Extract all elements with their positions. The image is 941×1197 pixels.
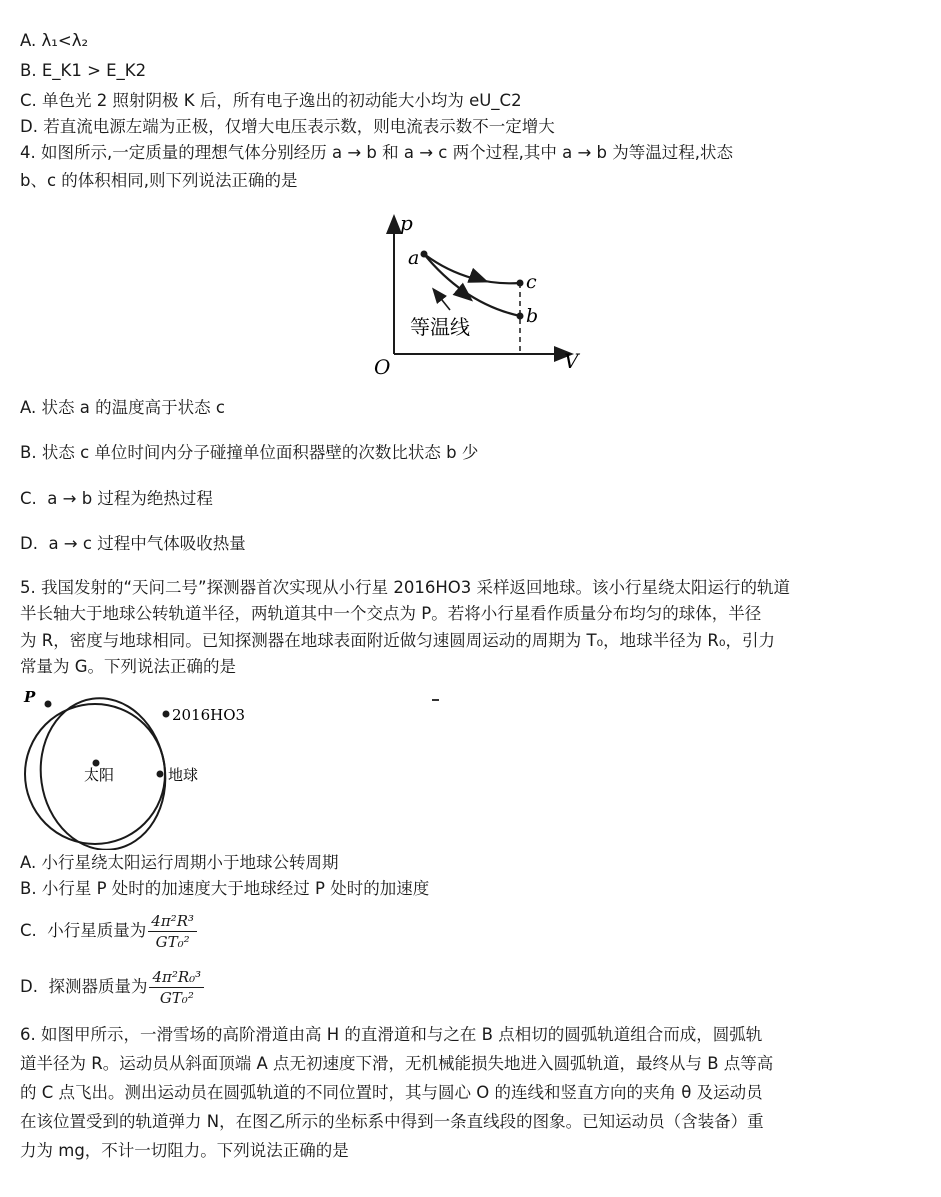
q4-option-b: B. 状态 c 单位时间内分子碰撞单位面积器壁的次数比状态 b 少 <box>20 443 479 462</box>
q5-option-a: A. 小行星绕太阳运行周期小于地球公转周期 <box>20 853 339 872</box>
q5-stem-line4: 常量为 G。下列说法正确的是 <box>20 657 237 676</box>
q4-stem-line2: b、c 的体积相同,则下列说法正确的是 <box>20 171 298 190</box>
earth-dot <box>157 771 164 778</box>
q5-option-d-fraction: $\frac{\text{4π²R₀³}}{\text{GT₀²}}$ <box>149 967 204 1008</box>
q3-option-c: C. 单色光 2 照射阴极 K 后，所有电子逸出的初动能大小均为 eU_C2 <box>20 91 522 110</box>
q3-option-a: A. λ₁<λ₂ <box>20 31 89 50</box>
p-axis-label: p <box>400 211 413 235</box>
stray-mark <box>432 699 439 701</box>
q6-stem-line4: 在该位置受到的轨道弹力 N，在图乙所示的坐标系中得到一条直线段的图象。已知运动员（含装备）重 <box>20 1112 764 1131</box>
q4-option-d: D. a → c 过程中气体吸收热量 <box>20 534 246 553</box>
asteroid-label: 2016HO3 <box>172 706 246 724</box>
point-a-dot <box>421 251 428 258</box>
q4-pv-diagram <box>360 208 590 380</box>
point-a-label: a <box>408 247 420 269</box>
isotherm-pointer <box>434 290 450 310</box>
q5-orbit-diagram <box>8 684 278 850</box>
q5-option-c-fraction: $\frac{\text{4π²R³}}{\text{GT₀²}}$ <box>148 911 197 952</box>
v-axis-label: V <box>564 349 579 373</box>
point-c-dot <box>517 280 524 287</box>
q4-option-a: A. 状态 a 的温度高于状态 c <box>20 398 225 417</box>
q6-stem-line5: 力为 mg，不计一切阻力。下列说法正确的是 <box>20 1141 349 1160</box>
q3-option-d: D. 若直流电源左端为正极，仅增大电压表示数，则电流表示数不一定增大 <box>20 117 555 136</box>
q5-option-d: D. 探测器质量为 $\frac{\text{4π²R₀³}}{\text{GT₀²}}$ <box>20 966 204 1008</box>
asteroid-dot <box>163 711 170 718</box>
q6-stem-line2: 道半径为 R。运动员从斜面顶端 A 点无初速度下滑，无机械能损失地进入圆弧轨道，最终从与 B 点等高 <box>20 1054 774 1073</box>
q5-stem-line3: 为 R，密度与地球相同。已知探测器在地球表面附近做匀速圆周运动的周期为 T₀，地球半径为 R₀，引力 <box>20 631 775 650</box>
q5-option-c: C. 小行星质量为 $\frac{\text{4π²R³}}{\text{GT₀²}}$ <box>20 910 197 952</box>
point-p-dot <box>45 701 52 708</box>
q5-option-b: B. 小行星 P 处时的加速度大于地球经过 P 处时的加速度 <box>20 879 430 898</box>
q5-stem-line1: 5. 我国发射的“天问二号”探测器首次实现从小行星 2016HO3 采样返回地球。该小行星绕太阳运行的轨道 <box>20 578 790 597</box>
sun-label: 太阳 <box>84 766 115 784</box>
q5-stem-line2: 半长轴大于地球公转轨道半径，两轨道其中一个交点为 P。若将小行星看作质量分布均匀的球体，半径 <box>20 604 762 623</box>
q4-stem-line1: 4. 如图所示,一定质量的理想气体分别经历 a → b 和 a → c 两个过程,其中 a → b 为等温过程,状态 <box>20 143 733 162</box>
origin-label: O <box>374 355 391 379</box>
q3-option-b: B. E_K1 > E_K2 <box>20 61 147 80</box>
isotherm-label: 等温线 <box>410 315 470 339</box>
point-c-label: c <box>526 271 537 293</box>
point-p-label: P <box>24 688 36 706</box>
q6-stem-line3: 的 C 点飞出。测出运动员在圆弧轨道的不同位置时，其与圆心 O 的连线和竖直方向的夹角 θ 及运动员 <box>20 1083 763 1102</box>
point-b-dot <box>517 313 524 320</box>
earth-label: 地球 <box>168 766 199 784</box>
q6-stem-line1: 6. 如图甲所示，一滑雪场的高阶滑道由高 H 的直滑道和与之在 B 点相切的圆弧轨道组合而成，圆弧轨 <box>20 1025 763 1044</box>
point-b-label: b <box>526 305 539 327</box>
q4-option-c: C. a → b 过程为绝热过程 <box>20 489 213 508</box>
